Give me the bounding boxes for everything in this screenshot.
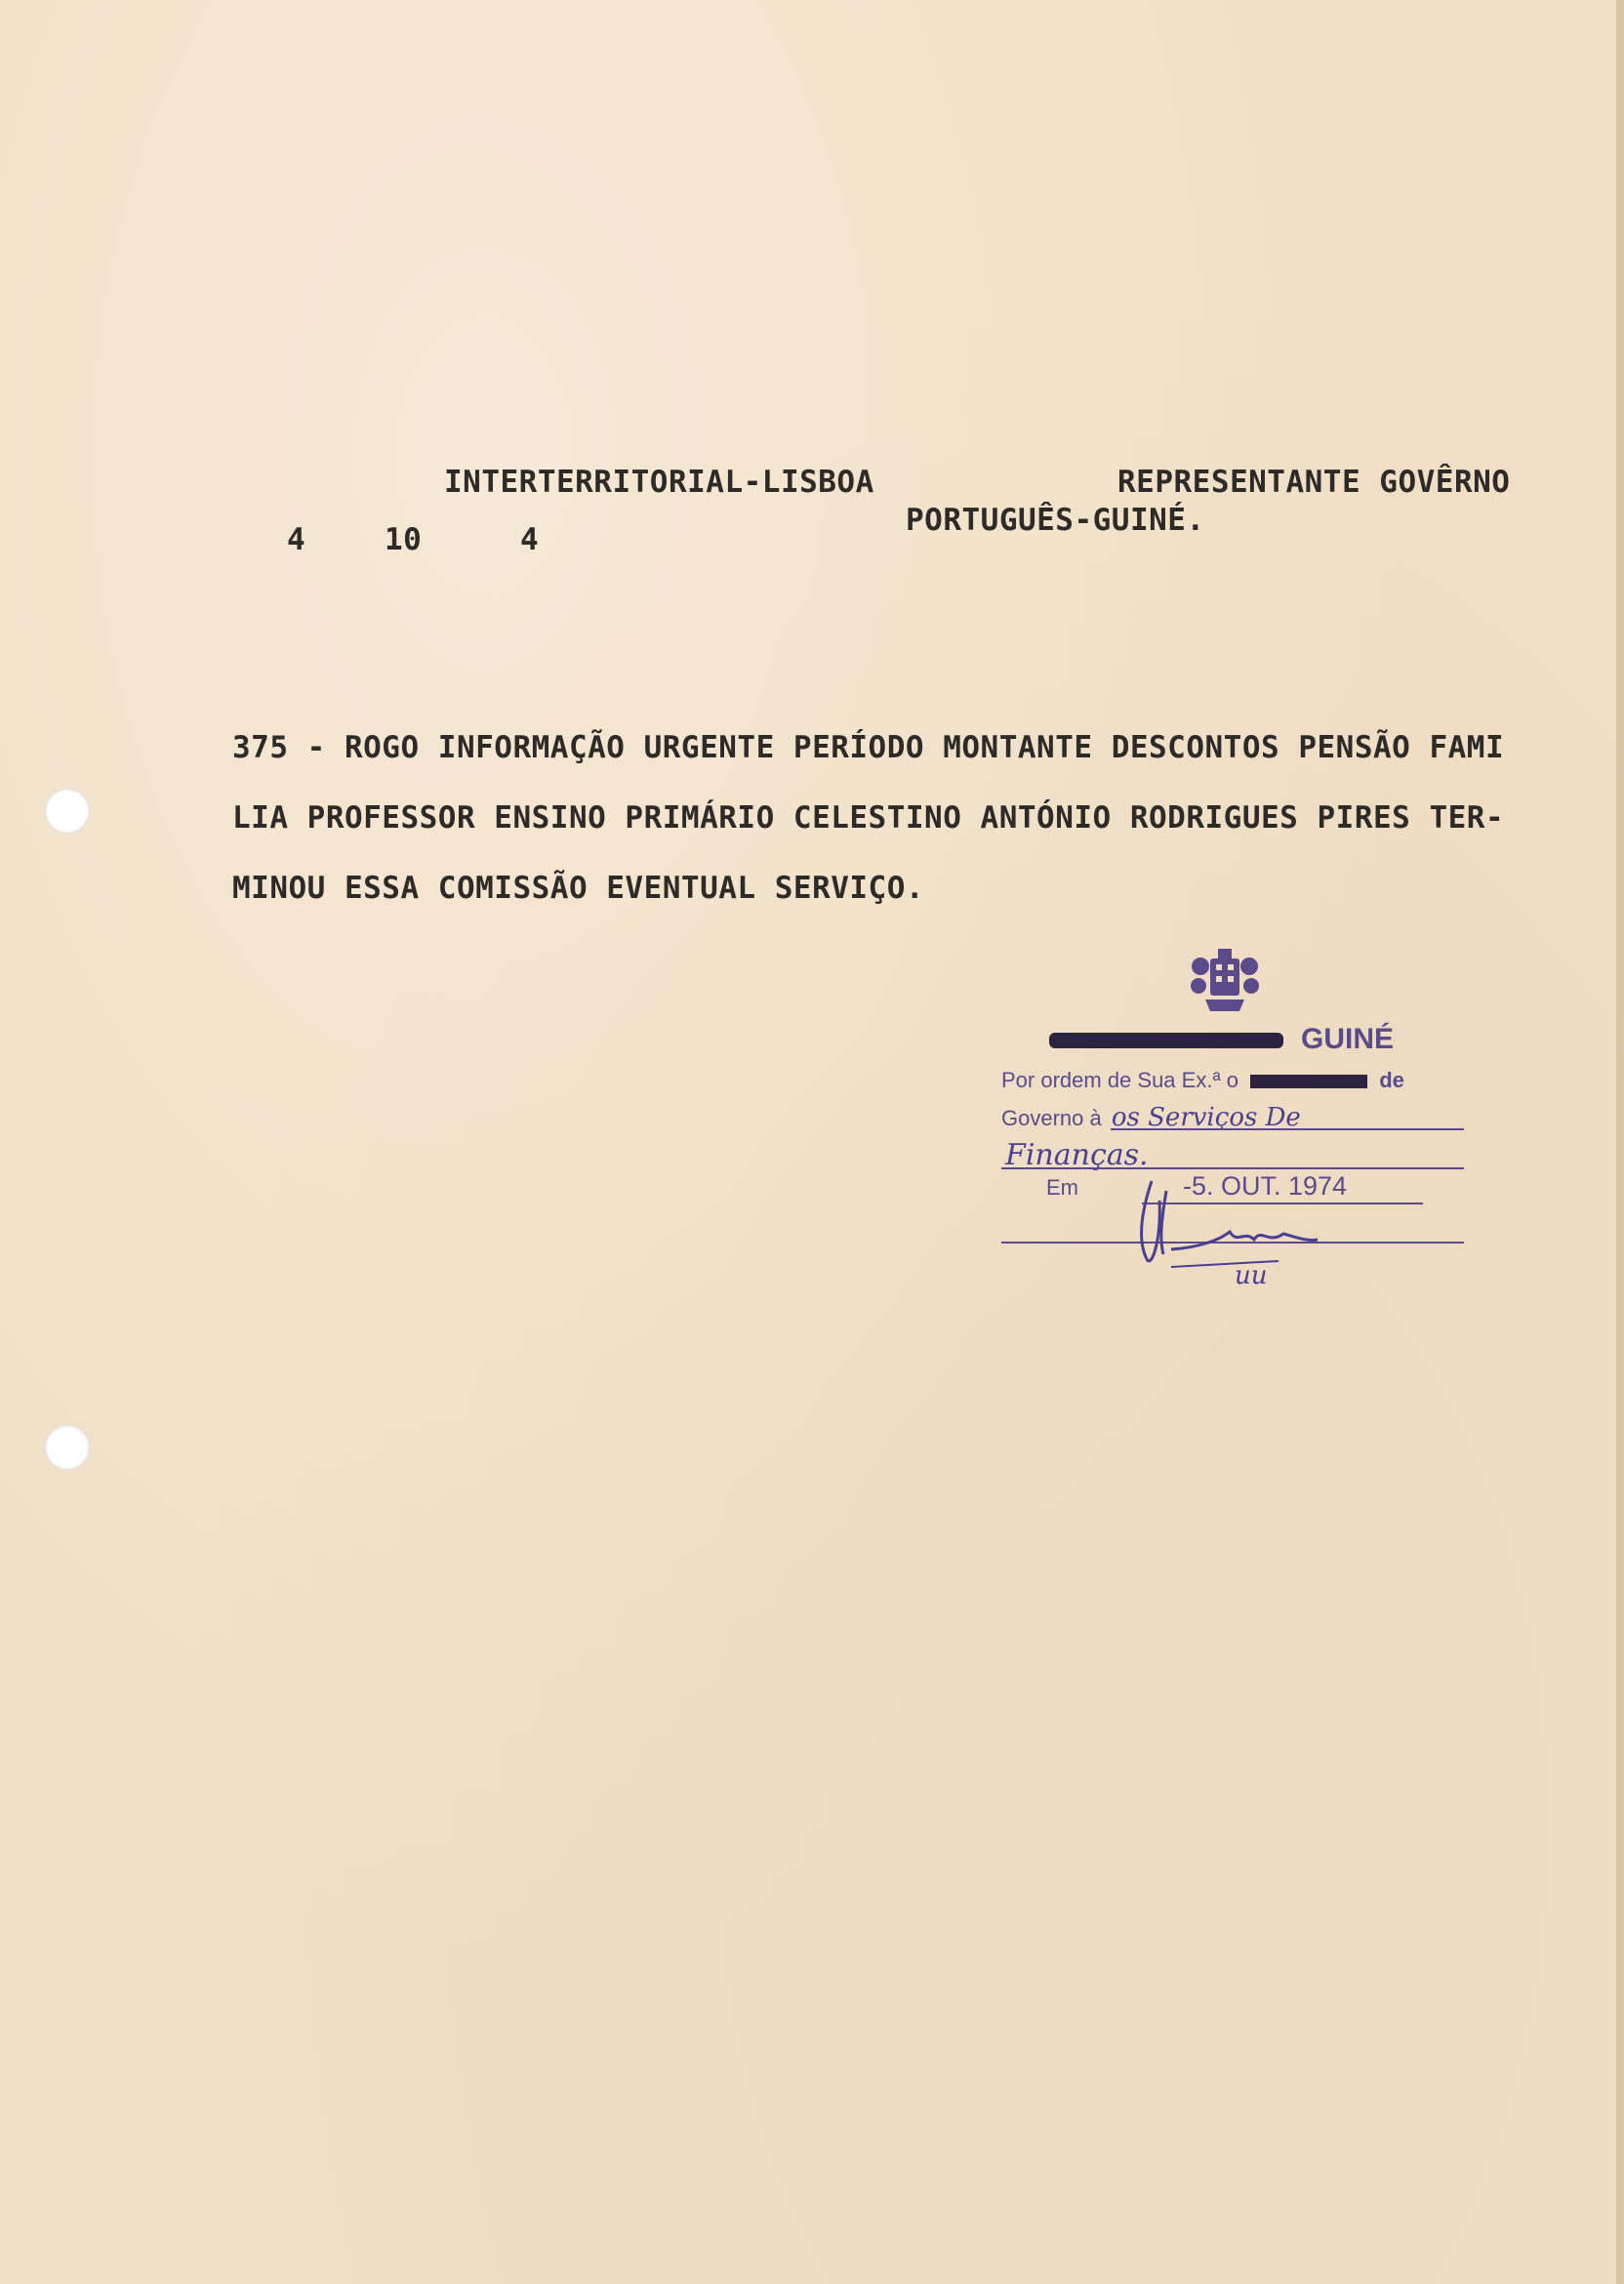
origin-line: INTERTERRITORIAL-LISBOA [444, 465, 874, 500]
header-number-3: 4 [520, 522, 540, 557]
stamp-em-label: Em [1046, 1175, 1078, 1200]
punch-hole-bottom [45, 1425, 90, 1470]
stamp-order-suffix: de [1379, 1068, 1404, 1092]
stamp-date: -5. OUT. 1974 [1183, 1171, 1348, 1201]
message-line-2: LIA PROFESSOR ENSINO PRIMÁRIO CELESTINO ANTÓNIO RODRIGUES PIRES TER- [232, 800, 1505, 836]
coat-of-arms-emblem [1181, 949, 1269, 1017]
stamp-rule-2 [1001, 1167, 1464, 1169]
header-number-2: 10 [385, 522, 423, 557]
stamp-governo-label: Governo à [1001, 1106, 1102, 1130]
message-line-3: MINOU ESSA COMISSÃO EVENTUAL SERVIÇO. [232, 871, 925, 906]
punch-hole-top [45, 789, 90, 834]
stamp-rule-1 [1111, 1128, 1464, 1130]
stamp-title: GUINÉ [1301, 1023, 1395, 1055]
recipient-line-2: PORTUGUÊS-GUINÉ. [906, 503, 1205, 538]
stamp-order-label: Por ordem de Sua Ex.ª o [1001, 1068, 1238, 1092]
signature [1113, 1171, 1347, 1279]
header-number-1: 4 [287, 522, 306, 557]
recipient-line-1: REPRESENTANTE GOVÊRNO [1117, 465, 1511, 500]
approval-stamp [995, 947, 1464, 1318]
redaction-bar [1049, 1033, 1283, 1048]
handwritten-initials: uu [1235, 1261, 1268, 1290]
message-line-1: 375 - ROGO INFORMAÇÃO URGENTE PERÍODO MONTANTE DESCONTOS PENSÃO FAMI [232, 730, 1505, 765]
handwritten-recipient: os Serviços De [1111, 1103, 1301, 1132]
handwritten-finance: Finanças. [1005, 1138, 1149, 1172]
redaction-bar-small [1250, 1075, 1367, 1088]
